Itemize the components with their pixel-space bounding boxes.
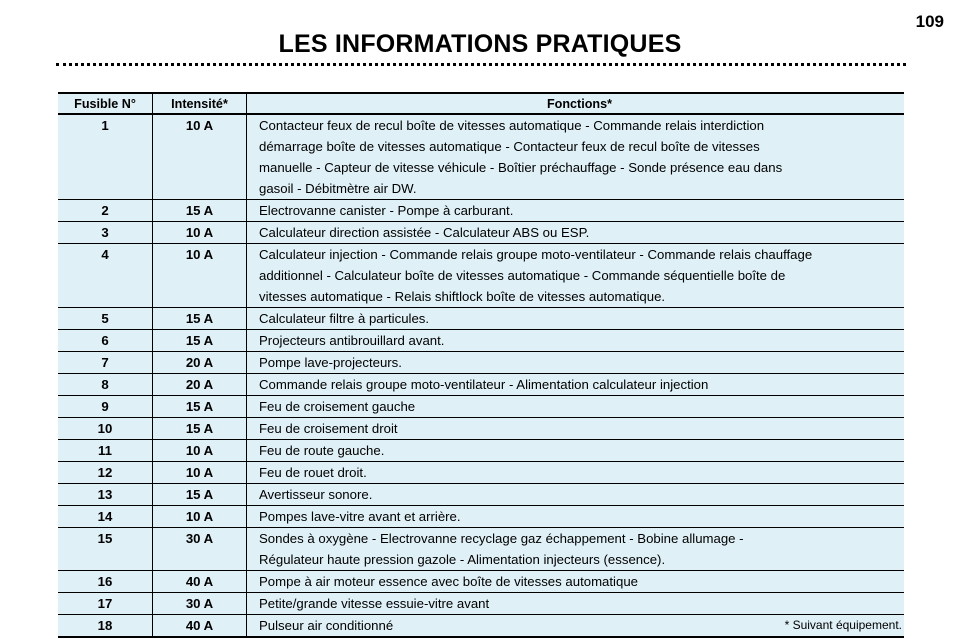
table-row [58,571,904,593]
fuse-intensity: 15 A [153,330,247,352]
function-line: Avertisseur sonore. [259,487,373,502]
fuse-intensity: 30 A [153,528,247,571]
table-row [58,615,904,638]
function-line: Feu de route gauche. [259,443,385,458]
function-line: Pompe à air moteur essence avec boîte de vitesses automatique [259,574,638,589]
fuse-table-body [58,114,904,637]
fuse-number: 10 [58,418,153,440]
fuse-number: 14 [58,506,153,528]
header-fuse-number: Fusible N° [58,93,153,114]
fuse-number: 18 [58,615,153,638]
table-row [58,440,904,462]
fuse-intensity: 15 A [153,200,247,222]
function-line: Petite/grande vitesse essuie-vitre avant [259,596,490,611]
fuse-intensity: 15 A [153,396,247,418]
fuse-table [58,92,904,638]
fuse-functions [247,440,905,462]
page-title: LES INFORMATIONS PRATIQUES [278,30,682,58]
function-line: Calculateur filtre à particules. [259,311,430,326]
table-row [58,330,904,352]
fuse-functions [247,571,905,593]
function-line: Feu de rouet droit. [259,465,367,480]
header-intensity: Intensité* [153,93,247,114]
fuse-intensity: 40 A [153,571,247,593]
table-row [58,308,904,330]
fuse-functions [247,593,905,615]
fuse-intensity: 20 A [153,374,247,396]
dotted-divider [56,63,906,66]
fuse-number: 5 [58,308,153,330]
fuse-number: 11 [58,440,153,462]
function-line: Feu de croisement gauche [259,399,416,414]
fuse-functions [247,418,905,440]
fuse-intensity: 10 A [153,222,247,244]
function-line: Feu de croisement droit [259,421,398,436]
table-header-row [58,93,904,114]
fuse-functions [247,200,905,222]
table-row [58,374,904,396]
table-row [58,418,904,440]
page-number: 109 [915,12,944,31]
table-row [58,244,904,308]
fuse-number: 7 [58,352,153,374]
table-row [58,352,904,374]
fuse-functions [247,330,905,352]
function-line: Commande relais groupe moto-ventilateur - Alimentation calculateur injection [259,377,709,392]
function-line: Régulateur haute pression gazole - Alimentation injecteurs (essence). [259,552,666,567]
fuse-intensity: 10 A [153,114,247,200]
fuse-intensity: 20 A [153,352,247,374]
fuse-intensity: 10 A [153,506,247,528]
fuse-functions [247,308,905,330]
fuse-functions [247,374,905,396]
function-line: additionnel - Calculateur boîte de vitesses automatique - Commande séquentielle boîte de [259,268,786,283]
fuse-number: 13 [58,484,153,506]
fuse-number: 9 [58,396,153,418]
footnote: * Suivant équipement. [784,618,902,632]
fuse-intensity: 15 A [153,484,247,506]
table-row [58,462,904,484]
fuse-intensity: 10 A [153,440,247,462]
fuse-functions [247,528,905,571]
fuse-intensity: 10 A [153,244,247,308]
function-line: Projecteurs antibrouillard avant. [259,333,445,348]
header-functions: Fonctions* [247,93,905,114]
function-line: gasoil - Débitmètre air DW. [259,181,417,196]
table-row [58,528,904,571]
table-row [58,593,904,615]
fuse-functions [247,506,905,528]
fuse-number: 8 [58,374,153,396]
fuse-number: 3 [58,222,153,244]
function-line: manuelle - Capteur de vitesse véhicule - Boîtier préchauffage - Sonde présence eau dans [259,160,783,175]
function-line: vitesses automatique - Relais shiftlock boîte de vitesses automatique. [259,289,666,304]
fuse-number: 1 [58,114,153,200]
function-line: Pompes lave-vitre avant et arrière. [259,509,461,524]
function-line: démarrage boîte de vitesses automatique - Contacteur feux de recul boîte de vitesses [259,139,760,154]
fuse-number: 2 [58,200,153,222]
fuse-number: 6 [58,330,153,352]
table-row [58,222,904,244]
table-row [58,200,904,222]
fuse-functions [247,396,905,418]
function-line: Pulseur air conditionné [259,618,394,633]
function-line: Calculateur direction assistée - Calculateur ABS ou ESP. [259,225,590,240]
fuse-functions [247,462,905,484]
fuse-functions [247,244,905,308]
table-row [58,506,904,528]
fuse-functions [247,352,905,374]
table-row [58,484,904,506]
function-line: Calculateur injection - Commande relais groupe moto-ventilateur - Commande relais chauffage [259,247,813,262]
function-line: Sondes à oxygène - Electrovanne recyclage gaz échappement - Bobine allumage - [259,531,744,546]
function-line: Contacteur feux de recul boîte de vitesses automatique - Commande relais interdiction [259,118,765,133]
table-row [58,396,904,418]
fuse-intensity: 30 A [153,593,247,615]
fuse-intensity: 40 A [153,615,247,638]
fuse-number: 4 [58,244,153,308]
fuse-functions [247,114,905,200]
fuse-intensity: 15 A [153,308,247,330]
table-row [58,114,904,200]
fuse-number: 16 [58,571,153,593]
fuse-functions [247,484,905,506]
fuse-functions [247,222,905,244]
fuse-number: 15 [58,528,153,571]
function-line: Electrovanne canister - Pompe à carburant. [259,203,514,218]
fuse-number: 12 [58,462,153,484]
fuse-intensity: 10 A [153,462,247,484]
function-line: Pompe lave-projecteurs. [259,355,402,370]
fuse-number: 17 [58,593,153,615]
fuse-intensity: 15 A [153,418,247,440]
